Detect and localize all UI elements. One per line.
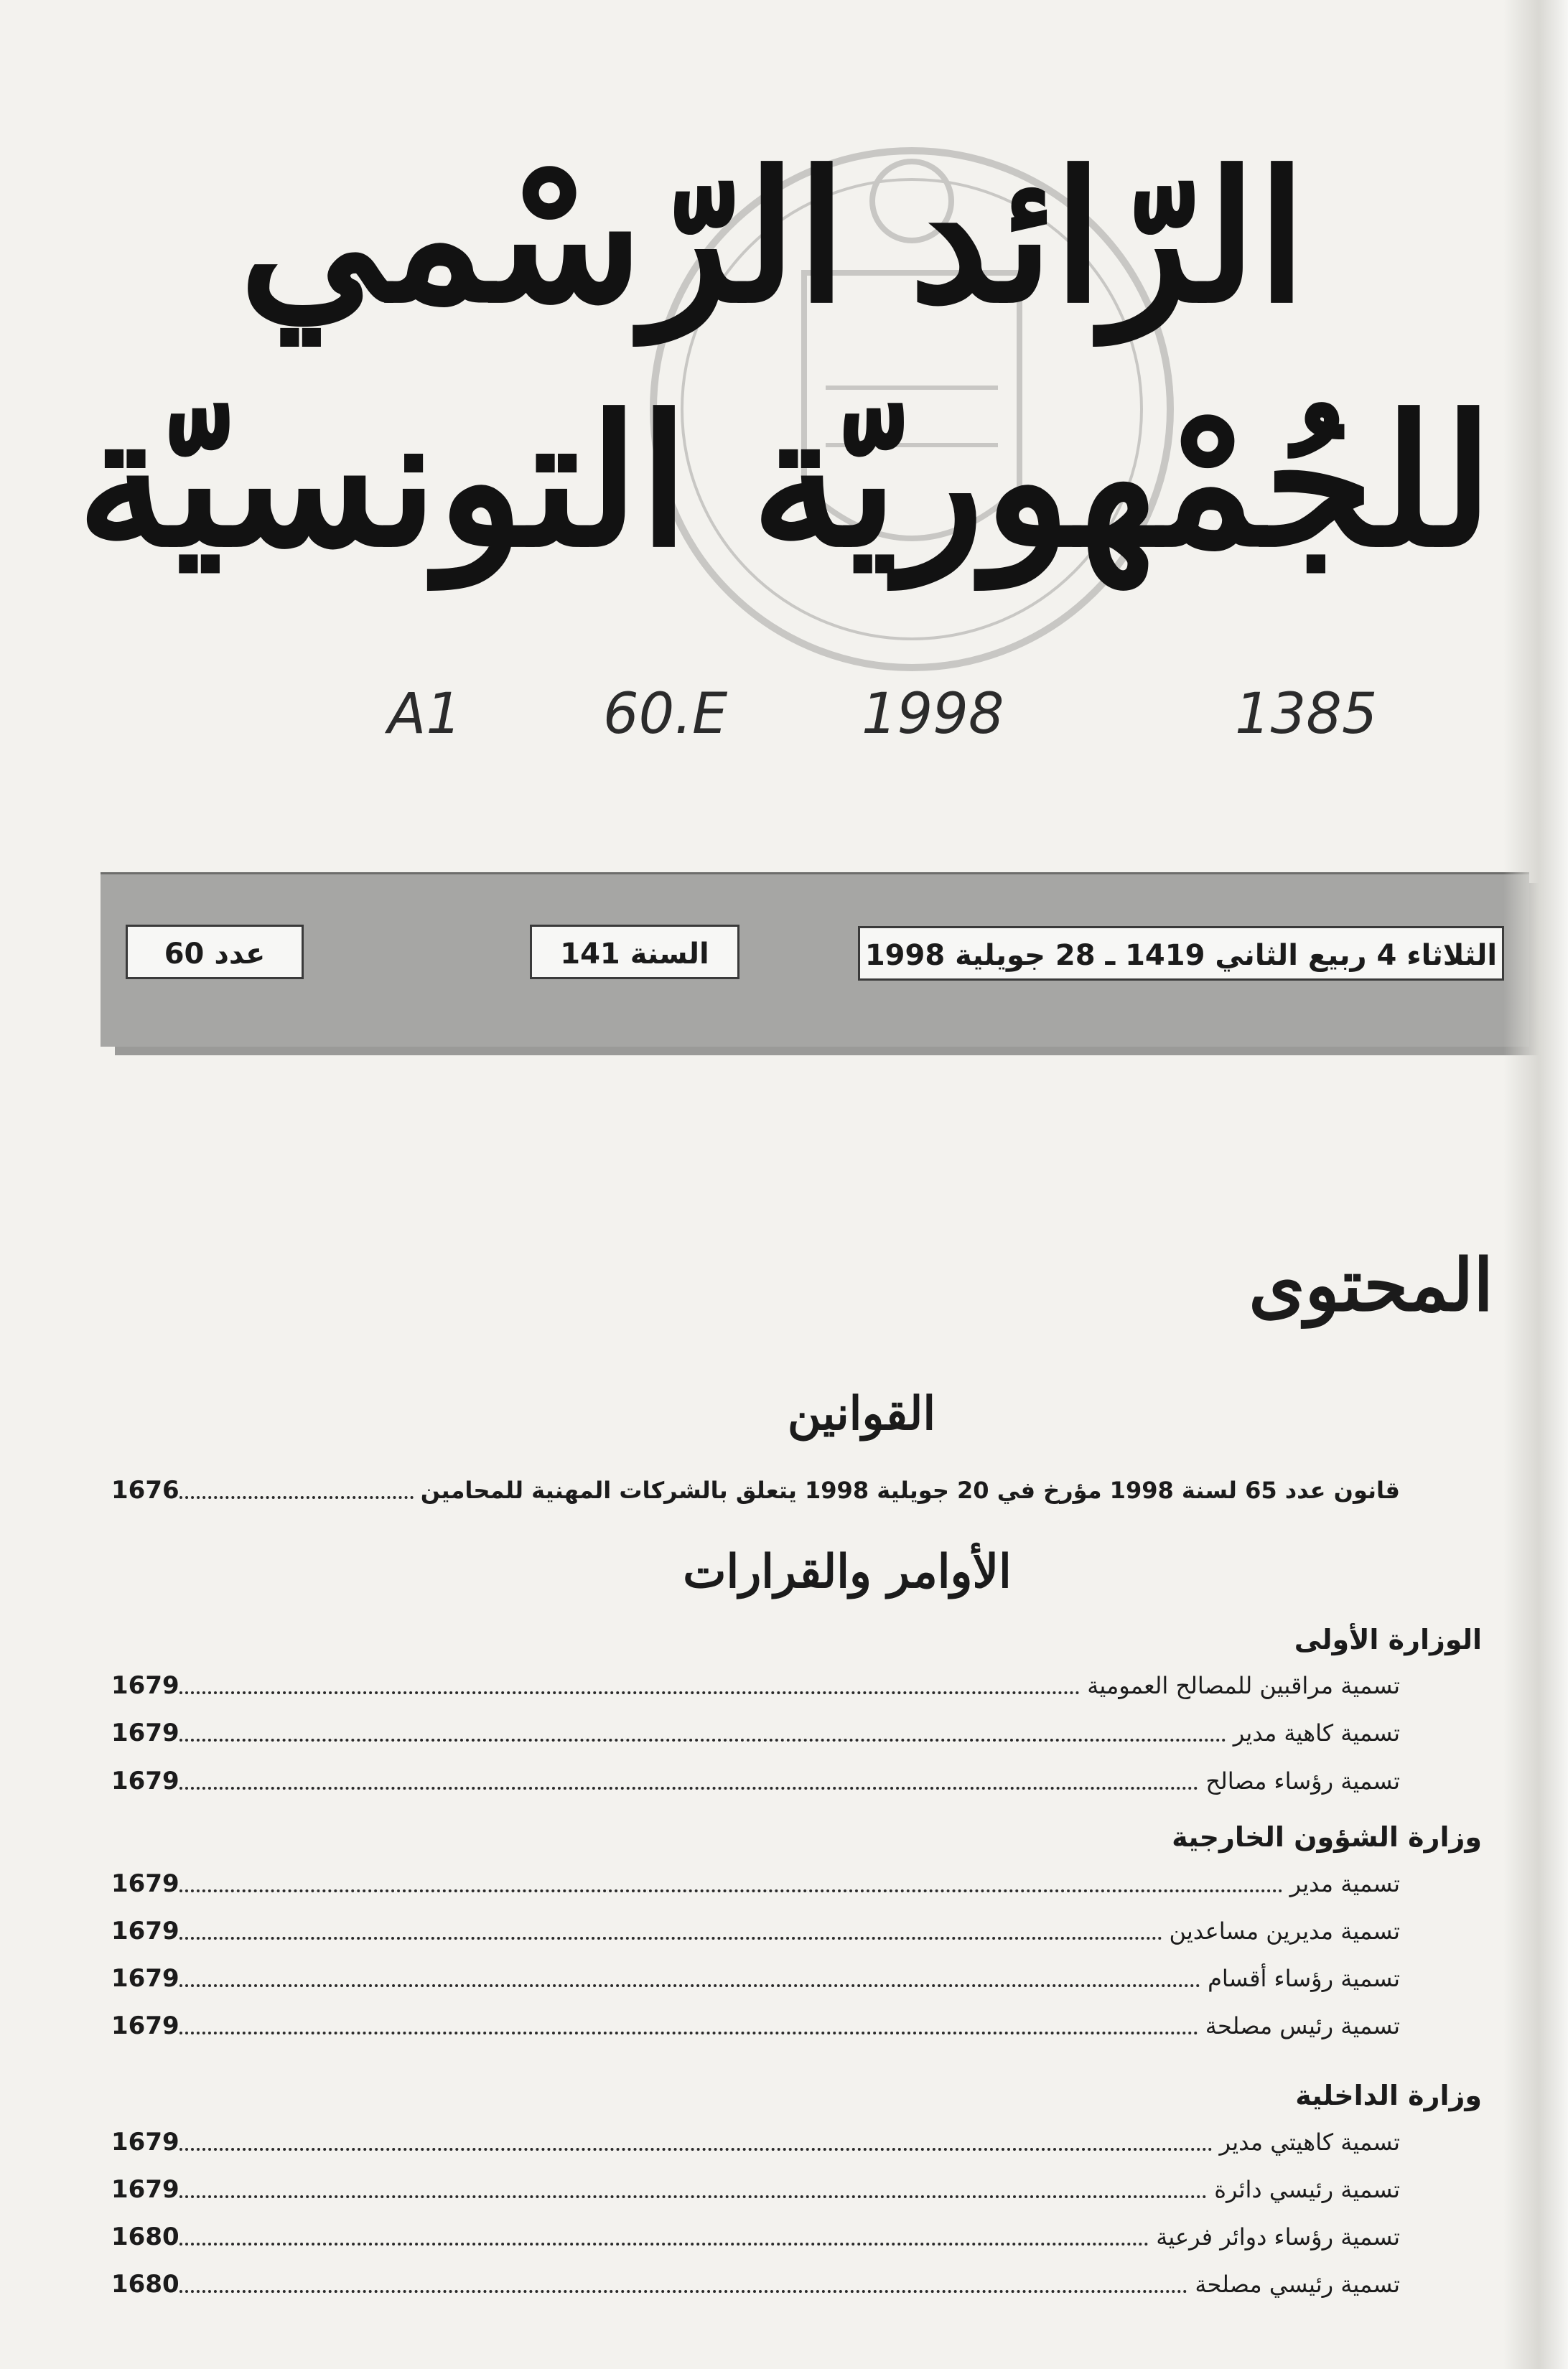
toc-page-number: 1679 [111, 2128, 179, 2157]
toc-leader-dots [179, 1739, 1226, 1742]
toc-entry-text: تسمية رئيسي مصلحة [1195, 2271, 1400, 2298]
toc-leader-dots [179, 1787, 1198, 1790]
toc-entry-law[interactable] [111, 1472, 1400, 1508]
contents-heading: المحتوى [1249, 1243, 1493, 1327]
toc-entry[interactable] [111, 2218, 1400, 2254]
handwritten-code: A1 [388, 682, 462, 747]
toc-page-number: 1679 [111, 1917, 179, 1945]
toc-entry-text: تسمية رئيس مصلحة [1205, 2012, 1400, 2039]
masthead-title-line-1: الرّائد الرّسْمي [239, 131, 1307, 342]
toc-entry[interactable] [111, 2266, 1400, 2302]
toc-leader-dots [179, 1889, 1283, 1892]
toc-page-number: 1679 [111, 1719, 179, 1747]
toc-leader-dots [179, 1937, 1162, 1940]
toc-page-number: 1679 [111, 1767, 179, 1795]
toc-entry-text: تسمية رؤساء أقسام [1208, 1965, 1400, 1992]
toc-entry-text: تسمية مديرين مساعدين [1169, 1917, 1400, 1945]
toc-page-number: 1679 [111, 2011, 179, 2040]
toc-page-number: 1679 [111, 1671, 179, 1700]
ministry-heading: وزارة الداخلية [1295, 2080, 1482, 2111]
toc-leader-dots [179, 1691, 1080, 1694]
toc-entry-text: تسمية مدير [1289, 1870, 1400, 1897]
toc-leader-dots [179, 1984, 1200, 1987]
toc-page-number: 1679 [111, 1964, 179, 1993]
toc-entry[interactable] [111, 1714, 1400, 1750]
toc-leader-dots [179, 2243, 1149, 2246]
toc-leader-dots [179, 2195, 1207, 2198]
toc-leader-dots [179, 2032, 1198, 2034]
ministry-heading: الوزارة الأولى [1294, 1624, 1482, 1655]
issue-year: السنة 141 [530, 925, 739, 979]
handwritten-annotation [373, 682, 1450, 768]
toc-entry[interactable] [111, 2007, 1400, 2043]
issue-date: الثلاثاء 4 ربيع الثاني 1419 ـ 28 جويلية 1998 [858, 926, 1504, 981]
issue-number: عدد 60 [126, 925, 304, 979]
toc-page-number: 1680 [111, 2223, 179, 2251]
toc-entry[interactable] [111, 1960, 1400, 1996]
ministry-heading: وزارة الشؤون الخارجية [1172, 1821, 1482, 1853]
orders-heading: الأوامر والقرارات [683, 1545, 1012, 1599]
masthead-title-line-2: للجُمْهوريّة التونسيّة [77, 375, 1493, 587]
toc-leader-dots [179, 2290, 1187, 2293]
toc-entry-text: تسمية كاهية مدير [1233, 1719, 1400, 1747]
toc-page-number: 1679 [111, 2175, 179, 2204]
toc-entry-text: تسمية رؤساء دوائر فرعية [1156, 2223, 1400, 2251]
toc-entry-text: تسمية كاهيتي مدير [1219, 2129, 1400, 2156]
handwritten-number: 1385 [1235, 682, 1378, 747]
handwritten-year: 1998 [862, 682, 1004, 747]
toc-leader-dots [179, 2148, 1213, 2151]
toc-entry[interactable] [111, 1762, 1400, 1798]
page-binding-shadow [1503, 0, 1568, 2369]
toc-entry-text: تسمية مراقبين للمصالح العمومية [1087, 1672, 1400, 1699]
toc-page-number: 1676 [111, 1476, 179, 1505]
toc-entry-text: تسمية رؤساء مصالح [1205, 1767, 1400, 1795]
handwritten-issue: 60.E [603, 682, 728, 747]
toc-entry-text: قانون عدد 65 لسنة 1998 مؤرخ في 20 جويلية 1998 يتعلق بالشركات المهنية للمحامين [420, 1477, 1400, 1504]
laws-heading: القوانين [787, 1387, 936, 1441]
toc-entry[interactable] [111, 2171, 1400, 2207]
toc-leader-dots [179, 1496, 414, 1499]
toc-entry[interactable] [111, 1667, 1400, 1703]
toc-entry-text: تسمية رئيسي دائرة [1214, 2176, 1400, 2203]
toc-entry[interactable] [111, 1865, 1400, 1901]
toc-entry[interactable] [111, 1912, 1400, 1948]
toc-entry[interactable] [111, 2123, 1400, 2159]
toc-page-number: 1679 [111, 1869, 179, 1898]
toc-page-number: 1680 [111, 2270, 179, 2299]
